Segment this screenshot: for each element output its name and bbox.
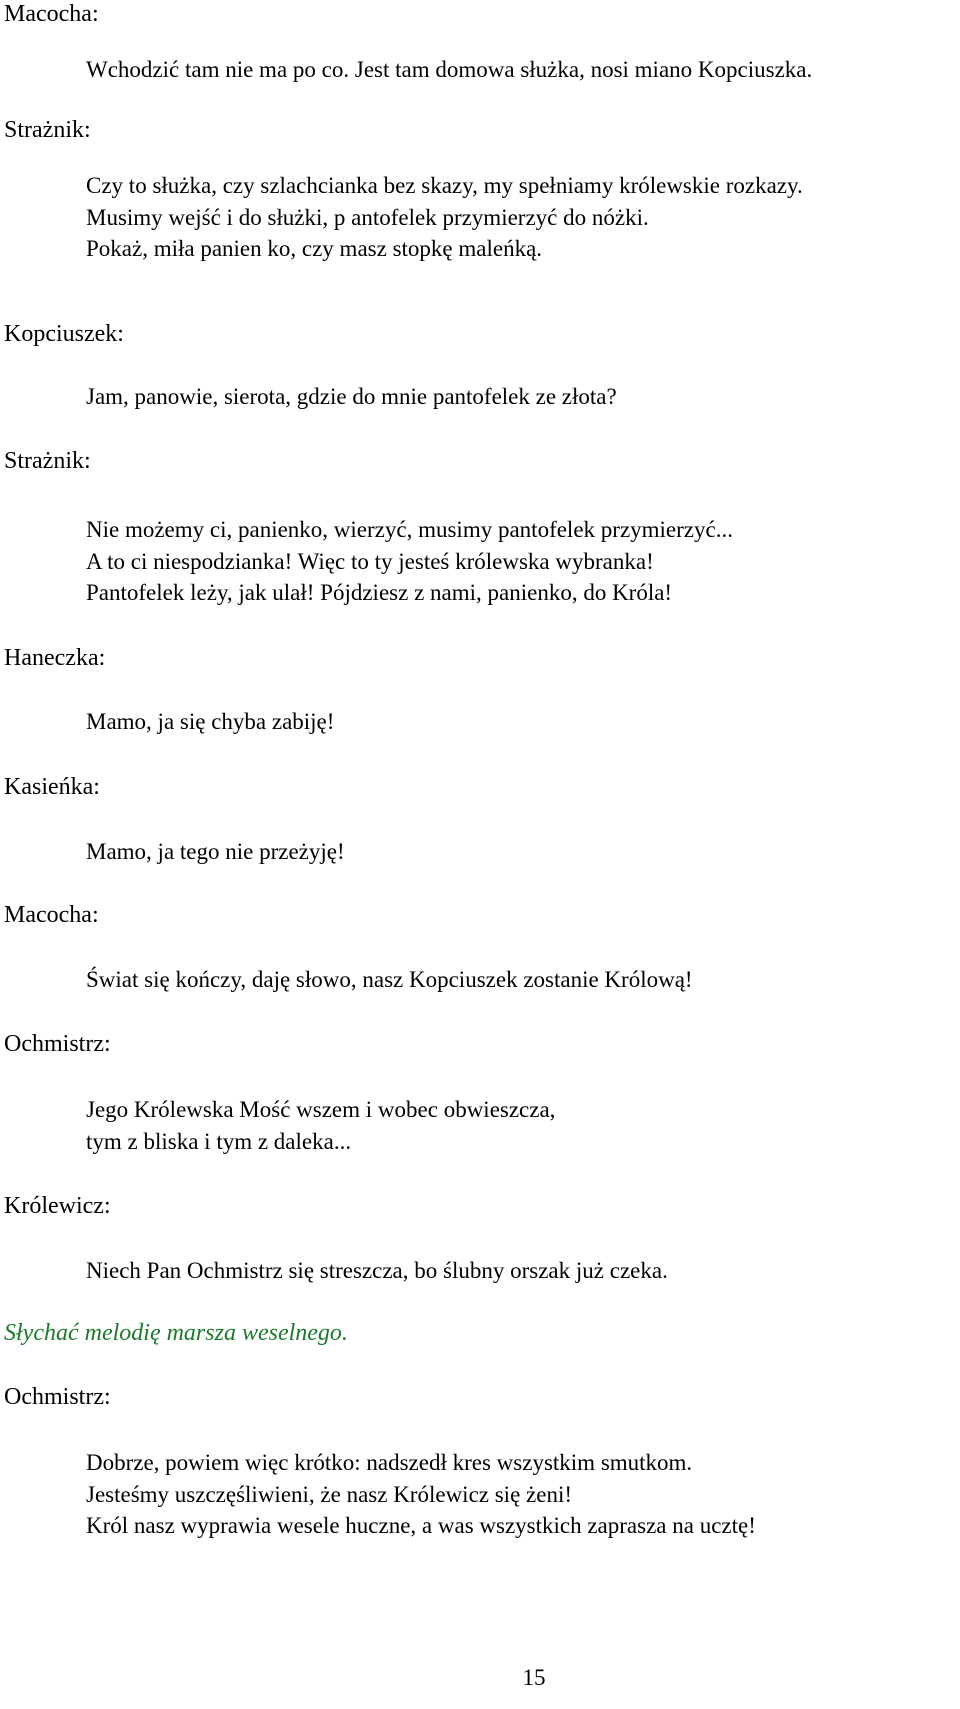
dialogue-line: Jam, panowie, sierota, gdzie do mnie pantofelek ze złota?	[86, 384, 617, 409]
dialogue-lines	[86, 1255, 668, 1287]
dialogue-line: tym z bliska i tym z daleka...	[86, 1128, 352, 1154]
dialogue-lines	[86, 1447, 756, 1542]
speaker-name: Strażnik:	[4, 117, 91, 143]
dialogue-line: Świat się kończy, daję słowo, nasz Kopciuszek zostanie Królową!	[86, 967, 693, 992]
dialogue-line: Czy to służka, czy szlachcianka bez skazy, my spełniamy królewskie rozkazy.	[86, 173, 803, 198]
dialogue-lines	[86, 836, 345, 868]
dialogue-line: Król nasz wyprawia wesele huczne, a was wszystkich zaprasza na ucztę!	[86, 1513, 756, 1538]
dialogue-line: Jesteśmy uszczęśliwieni, że nasz Królewicz się żeni!	[86, 1481, 572, 1507]
speaker-name: Haneczka:	[4, 645, 106, 671]
speaker-name: Kasieńka:	[4, 774, 100, 800]
dialogue-line: Dobrze, powiem więc krótko: nadszedł kres wszystkim smutkom.	[86, 1450, 693, 1475]
speaker-name: Macocha:	[4, 902, 99, 928]
dialogue-line: Mamo, ja tego nie przeżyję!	[86, 839, 345, 864]
speaker-name: Ochmistrz:	[4, 1031, 111, 1057]
dialogue-line: Musimy wejść i do służki, p antofelek przymierzyć do nóżki.	[86, 204, 649, 230]
dialogue-lines	[86, 54, 812, 86]
dialogue-lines	[86, 514, 733, 609]
dialogue-lines	[86, 964, 693, 996]
speaker-name: Królewicz:	[4, 1193, 111, 1219]
speaker-name: Ochmistrz:	[4, 1384, 111, 1410]
dialogue-line: Pokaż, miła panien ko, czy masz stopkę maleńką.	[86, 236, 543, 261]
page-number: 15	[522, 1665, 546, 1690]
speaker-name: Kopciuszek:	[4, 321, 124, 347]
dialogue-lines	[86, 1094, 555, 1157]
dialogue-line: Jego Królewska Mość wszem i wobec obwieszcza,	[86, 1097, 556, 1122]
dialogue-lines	[86, 381, 617, 413]
stage-direction: Słychać melodię marsza weselnego.	[4, 1320, 348, 1346]
dialogue-line: Mamo, ja się chyba zabiję!	[86, 709, 335, 734]
dialogue-line: Pantofelek leży, jak ulał! Pójdziesz z nami, panienko, do Króla!	[86, 580, 673, 605]
dialogue-line: A to ci niespodzianka! Więc to ty jesteś królewska wybranka!	[86, 548, 654, 574]
dialogue-line: Wchodzić tam nie ma po co. Jest tam domowa służka, nosi miano Kopciuszka.	[86, 57, 813, 82]
dialogue-line: Nie możemy ci, panienko, wierzyć, musimy pantofelek przymierzyć...	[86, 517, 733, 542]
speaker-name: Strażnik:	[4, 448, 91, 474]
speaker-name: Macocha:	[4, 1, 99, 27]
dialogue-line: Niech Pan Ochmistrz się streszcza, bo ślubny orszak już czeka.	[86, 1258, 668, 1283]
dialogue-lines	[86, 706, 334, 738]
dialogue-lines	[86, 170, 803, 265]
